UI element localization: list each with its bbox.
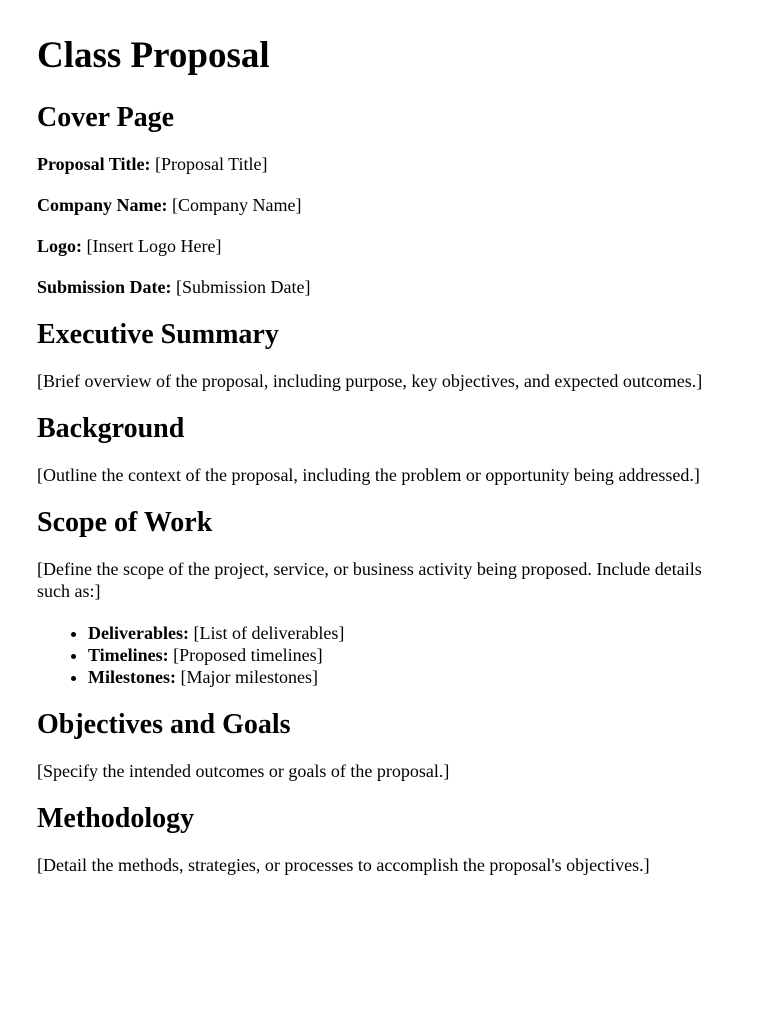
company-name-field — [37, 194, 734, 216]
objectives-heading: Objectives and Goals — [37, 709, 291, 740]
field-label: Proposal Title: — [37, 154, 151, 174]
objectives-section — [37, 708, 734, 782]
item-value: [Major milestones] — [180, 667, 318, 687]
background-heading: Background — [37, 413, 185, 444]
item-label: Milestones: — [88, 667, 176, 687]
scope-of-work-section — [37, 506, 734, 688]
executive-summary-heading: Executive Summary — [37, 319, 279, 350]
field-label: Company Name: — [37, 195, 168, 215]
list-item — [88, 644, 734, 666]
methodology-section — [37, 802, 734, 876]
field-label: Submission Date: — [37, 277, 172, 297]
background-section — [37, 412, 734, 486]
document-title: Class Proposal — [37, 35, 270, 76]
field-value: [Company Name] — [172, 195, 302, 215]
cover-page-heading: Cover Page — [37, 102, 175, 133]
cover-page-section — [37, 101, 734, 298]
list-item — [88, 666, 734, 688]
field-value: [Proposal Title] — [155, 154, 268, 174]
item-value: [Proposed timelines] — [173, 645, 323, 665]
scope-of-work-heading: Scope of Work — [37, 507, 213, 538]
executive-summary-section — [37, 318, 734, 392]
scope-details-list — [37, 622, 734, 688]
field-value: [Insert Logo Here] — [86, 236, 222, 256]
item-label: Deliverables: — [88, 623, 189, 643]
scope-of-work-text: [Define the scope of the project, service, or business activity being proposed. Include details such as:] — [37, 559, 702, 601]
methodology-text: [Detail the methods, strategies, or processes to accomplish the proposal's objectives.] — [37, 855, 650, 875]
methodology-heading: Methodology — [37, 803, 195, 834]
executive-summary-text: [Brief overview of the proposal, including purpose, key objectives, and expected outcomes.] — [37, 371, 703, 391]
field-value: [Submission Date] — [176, 277, 311, 297]
logo-field — [37, 235, 734, 257]
proposal-title-field — [37, 153, 734, 175]
background-text: [Outline the context of the proposal, including the problem or opportunity being addressed.] — [37, 465, 700, 485]
objectives-text: [Specify the intended outcomes or goals of the proposal.] — [37, 761, 450, 781]
field-label: Logo: — [37, 236, 82, 256]
list-item — [88, 622, 734, 644]
item-label: Timelines: — [88, 645, 169, 665]
submission-date-field — [37, 276, 734, 298]
item-value: [List of deliverables] — [193, 623, 345, 643]
